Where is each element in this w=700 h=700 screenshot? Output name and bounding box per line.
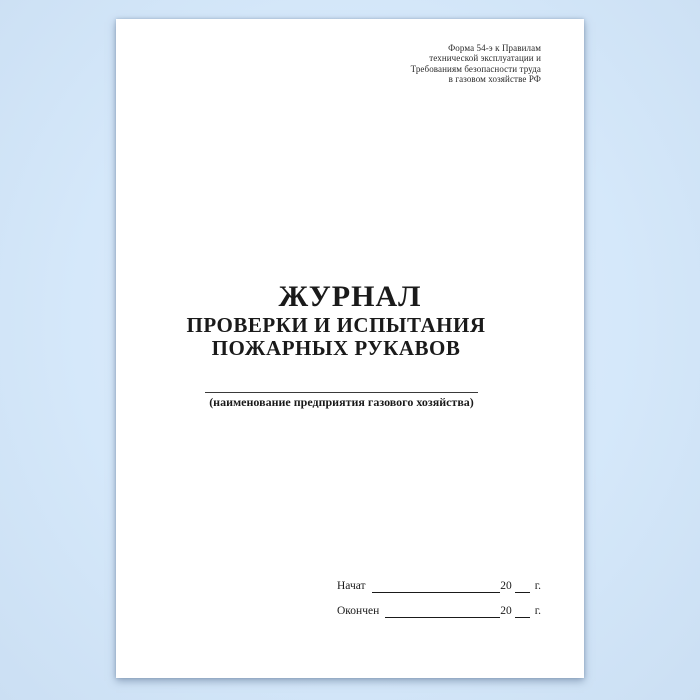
date-finished-year-suffix: г.: [534, 605, 541, 617]
date-started-year-suffix: г.: [534, 580, 541, 592]
date-finished-label: Окончен: [337, 605, 380, 617]
journal-title-sub-line: ПОЖАРНЫХ РУКАВОВ: [211, 336, 461, 360]
journal-cover-page: [116, 19, 584, 678]
organization-name-block: [205, 392, 478, 410]
form-reference-block: [411, 43, 541, 85]
date-started-year-blank: [515, 580, 530, 593]
journal-title: [116, 279, 584, 360]
date-started-label: Начат: [337, 580, 366, 592]
date-started-blank-line: [372, 580, 501, 593]
form-reference-line: Требованиям безопасности труда: [410, 63, 541, 74]
form-reference-line: в газовом хозяйстве РФ: [448, 74, 541, 85]
date-started-row: [337, 580, 541, 593]
date-finished-blank-line: [385, 605, 500, 618]
date-finished-century: 20: [500, 605, 512, 617]
organization-name-blank-line: [205, 392, 478, 393]
form-reference-line: Форма 54-э к Правилам: [448, 43, 541, 53]
journal-title-main: ЖУРНАЛ: [278, 280, 422, 313]
form-reference-line: технической эксплуатации и: [429, 53, 541, 64]
date-started-century: 20: [500, 580, 512, 592]
organization-name-caption: (наименование предприятия газового хозяйства): [209, 395, 474, 409]
date-finished-year-blank: [515, 605, 530, 618]
date-finished-row: [337, 605, 541, 618]
journal-title-sub-line: ПРОВЕРКИ И ИСПЫТАНИЯ: [186, 313, 486, 337]
